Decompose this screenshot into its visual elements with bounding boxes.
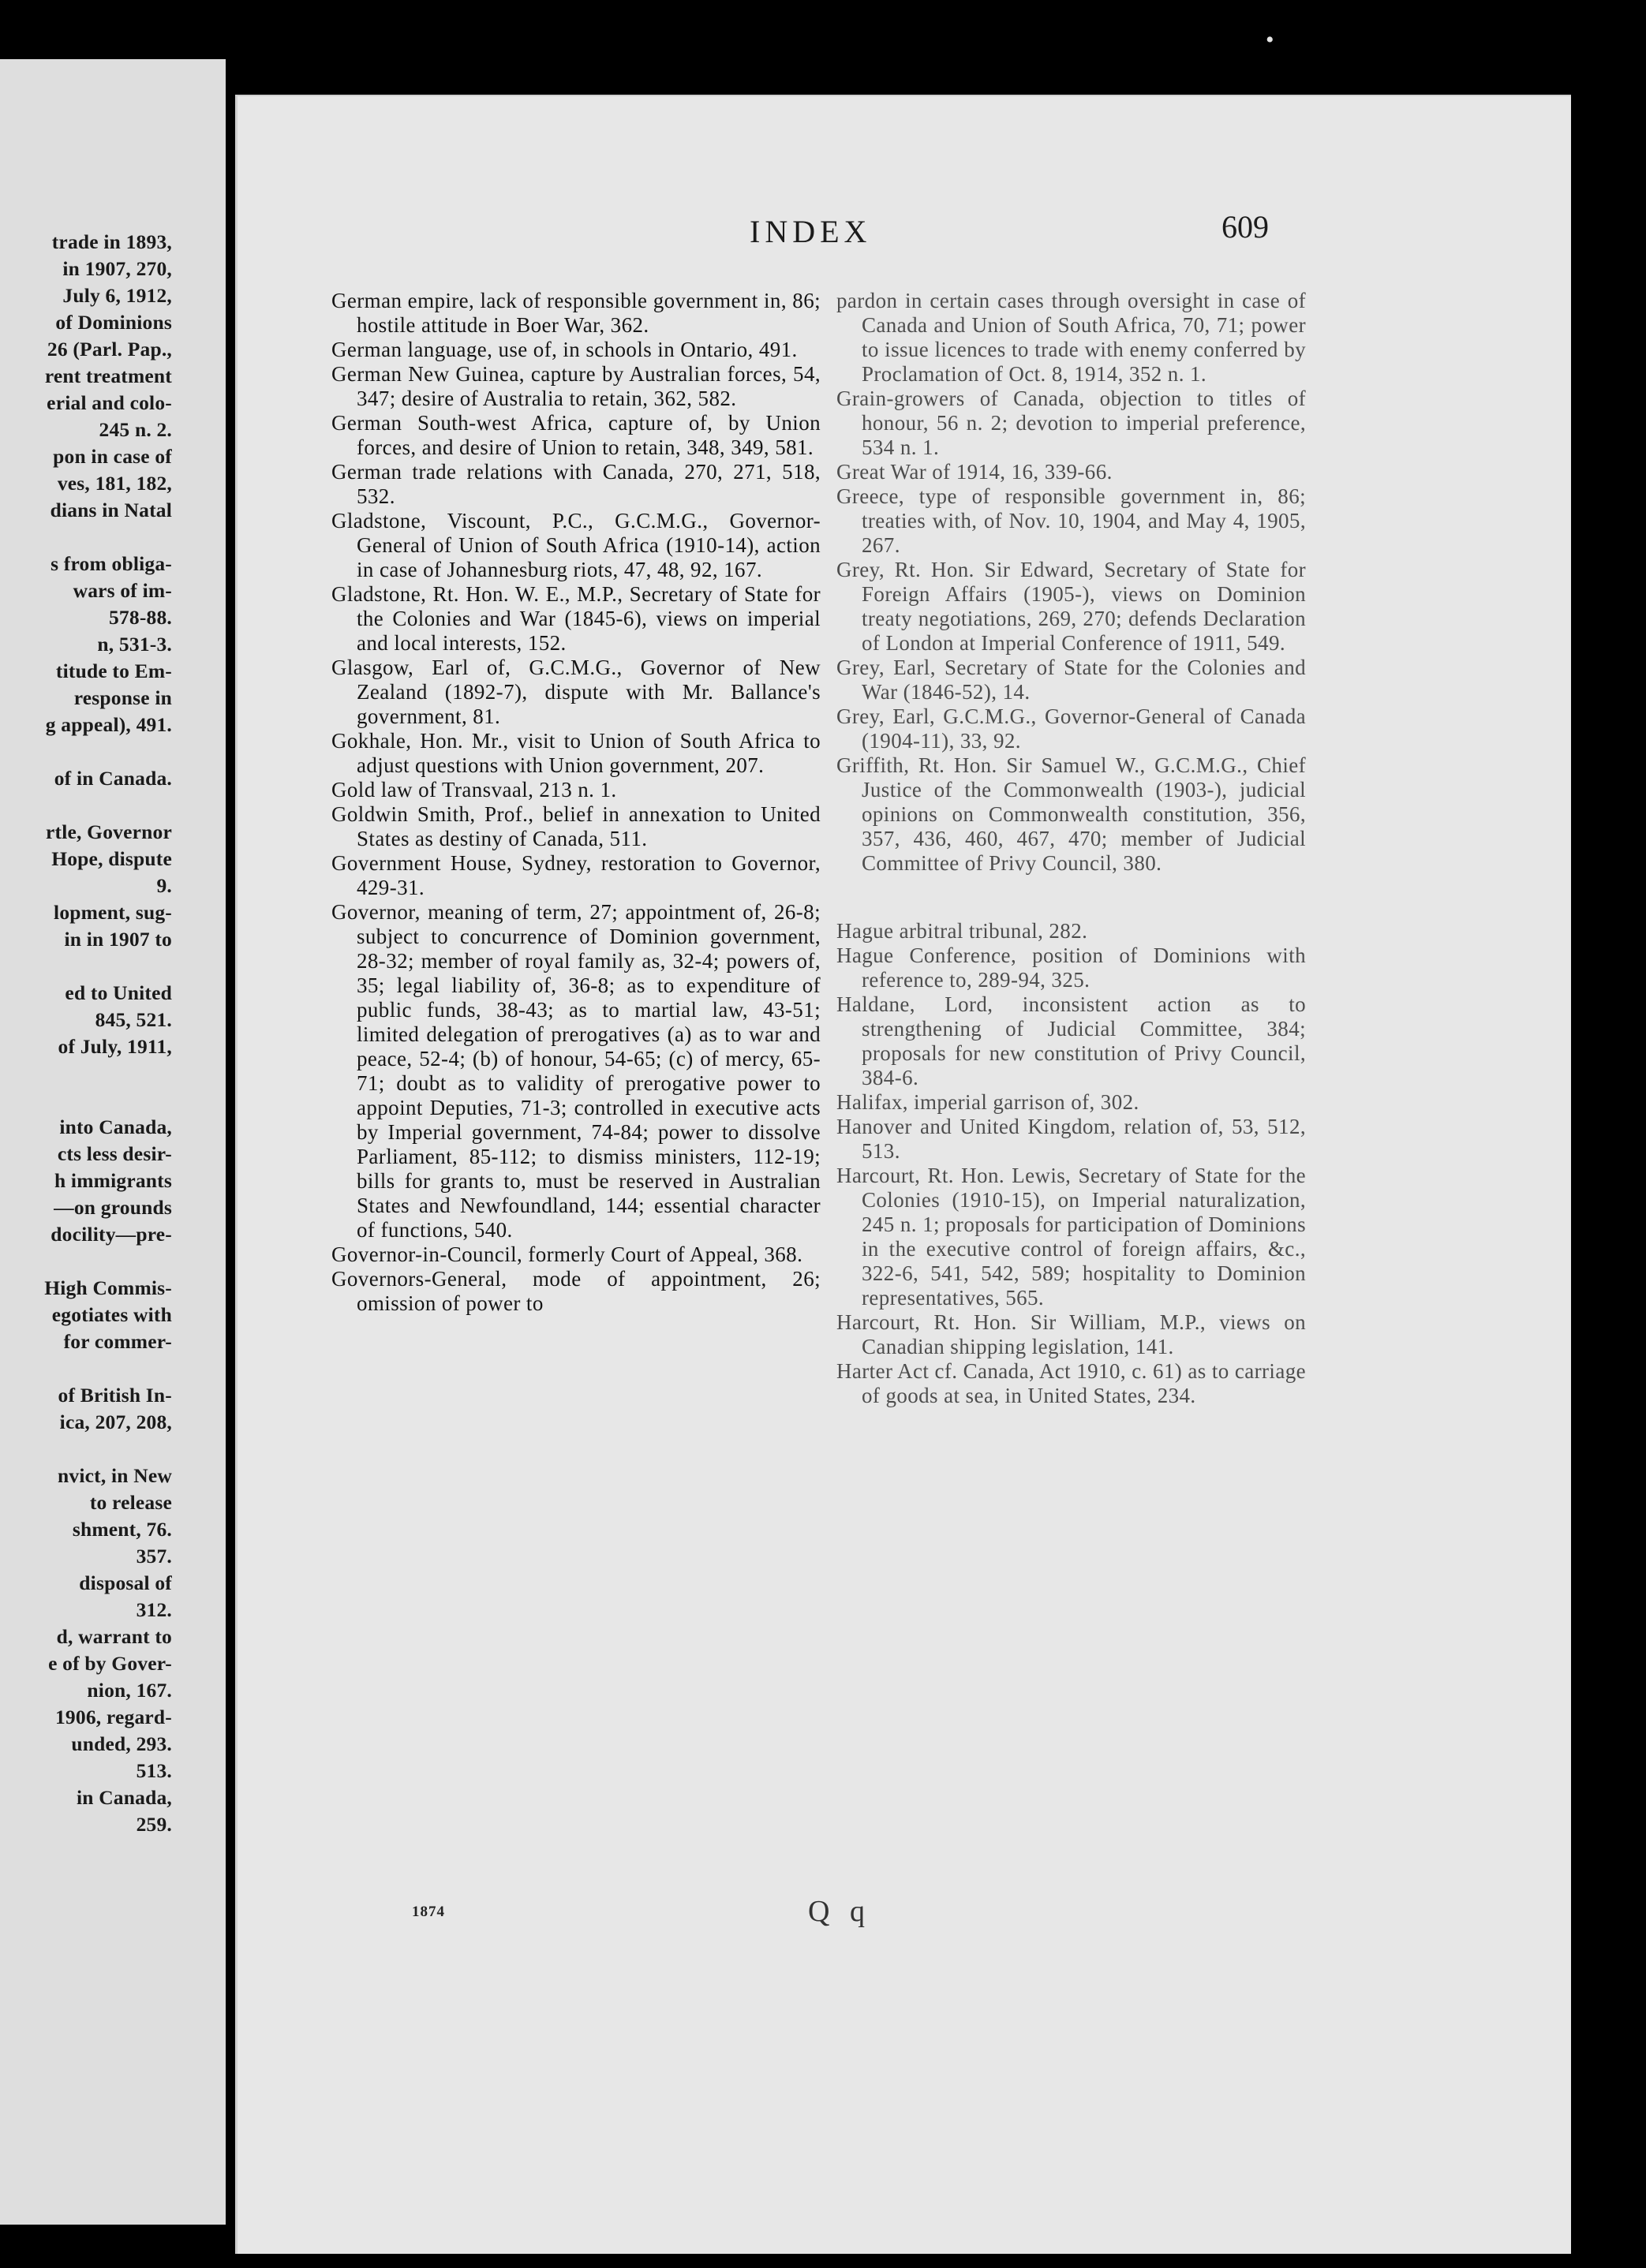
previous-page-line: ed to United — [65, 981, 172, 1004]
previous-page-line: nion, 167. — [87, 1679, 172, 1702]
previous-page-line: 1906, regard- — [54, 1706, 172, 1728]
previous-page-line: 259. — [136, 1813, 172, 1836]
index-entry: Gladstone, Viscount, P.C., G.C.M.G., Governor-General of Union of South Africa (1910-14), action in case of Johannesburg riots, 47, 48, 92, 167. — [331, 509, 821, 581]
scan-speck: • — [1266, 27, 1274, 53]
index-entry: Hague Conference, position of Dominions with reference to, 289-94, 325. — [836, 943, 1306, 992]
previous-page-line: 245 n. 2. — [99, 418, 172, 441]
previous-page-line: —on grounds — [54, 1196, 172, 1219]
index-entry: Gladstone, Rt. Hon. W. E., M.P., Secretary of State for the Colonies and War (1845-6), views on imperial and local interests, 152. — [331, 582, 821, 655]
previous-page-line: ica, 207, 208, — [59, 1410, 172, 1433]
previous-page-line: pon in case of — [53, 445, 172, 468]
index-column-right — [836, 289, 1306, 1408]
index-entry: German South-west Africa, capture of, by Union forces, and desire of Union to retain, 348, 349, 581. — [331, 411, 821, 459]
previous-page-line: n, 531-3. — [97, 633, 172, 656]
previous-page-line: July 6, 1912, — [62, 284, 172, 307]
previous-page-line: d, warrant to — [56, 1625, 172, 1648]
previous-page-line: g appeal), 491. — [45, 713, 172, 736]
previous-page-line: unded, 293. — [71, 1732, 172, 1755]
previous-page-line — [0, 1060, 172, 1087]
previous-page-line: erial and colo- — [47, 391, 172, 414]
previous-page-line: of British In- — [58, 1384, 172, 1407]
index-entry: German empire, lack of responsible government in, 86; hostile attitude in Boer War, 362. — [331, 289, 821, 337]
previous-page-line — [0, 1248, 172, 1275]
index-column-left — [331, 289, 821, 1316]
previous-page-line: in Canada, — [76, 1786, 172, 1809]
previous-page-line: s from obliga- — [51, 552, 172, 575]
previous-page-line — [0, 1355, 172, 1382]
previous-page-line: in in 1907 to — [64, 928, 172, 951]
previous-page-line: wars of im- — [73, 579, 172, 602]
index-entry: Griffith, Rt. Hon. Sir Samuel W., G.C.M.G., Chief Justice of the Commonwealth (1903-), judicial opinions on Commonwealth constitution, 356, 357, 436, 460, 467, 470; member of Judicial Committee of Privy Council, 380. — [836, 753, 1306, 875]
index-entry: Governor-in-Council, formerly Court of Appeal, 368. — [331, 1242, 803, 1266]
previous-page-text — [0, 229, 172, 1838]
index-entry: Goldwin Smith, Prof., belief in annexation to United States as destiny of Canada, 511. — [331, 802, 821, 850]
printer-signature: 1874 — [412, 1904, 445, 1920]
index-entry: Governor, meaning of term, 27; appointment of, 26-8; subject to concurrence of Dominion government, 28-32; member of royal family as, 32-4; powers of, 35; legal liability of, 36-8; as to expenditure of public funds, 38-43; as to martial law, 43-51; limited delegation of prerogatives (a) as to war and peace, 52-4; (b) of honour, 54-65; (c) of mercy, 65-71; doubt as to validity of prerogative power to appoint Deputies, 71-3; controlled in executive acts by Imperial government, 74-84; power to dissolve Parliament, 85-112; to dismiss ministers, 112-19; bills for grants to, must be reserved in Australian States and Newfoundland, 144; essential character of functions, 540. — [331, 900, 821, 1242]
index-entry: Grey, Earl, G.C.M.G., Governor-General of Canada (1904-11), 33, 92. — [836, 704, 1306, 753]
previous-page-line: ves, 181, 182, — [57, 472, 172, 495]
previous-page-line — [0, 738, 172, 765]
index-entry: Harcourt, Rt. Hon. Sir William, M.P., views on Canadian shipping legislation, 141. — [836, 1310, 1306, 1358]
previous-page-line — [0, 1436, 172, 1463]
previous-page-line: of in Canada. — [54, 767, 172, 790]
page-number: 609 — [1221, 209, 1269, 245]
index-entry: German New Guinea, capture by Australian forces, 54, 347; desire of Australia to retain, 362, 582. — [331, 362, 821, 410]
previous-page-line: to release — [89, 1491, 172, 1514]
previous-page-line: nvict, in New — [58, 1464, 172, 1487]
previous-page-line: of July, 1911, — [58, 1035, 172, 1058]
previous-page-line: 578-88. — [108, 606, 172, 629]
index-entry: Grey, Earl, Secretary of State for the Colonies and War (1846-52), 14. — [836, 656, 1306, 704]
previous-page-line: shment, 76. — [72, 1518, 172, 1541]
previous-page-line: lopment, sug- — [54, 901, 172, 924]
previous-page-line: docility—pre- — [51, 1223, 172, 1246]
previous-page-line — [0, 524, 172, 551]
sheet-mark: Q q — [808, 1895, 871, 1928]
previous-page-line: response in — [73, 686, 172, 709]
previous-page-line: of Dominions — [55, 311, 172, 334]
index-entry: Gold law of Transvaal, 213 n. 1. — [331, 778, 617, 801]
previous-page-line: h immigrants — [54, 1169, 172, 1192]
previous-page-edge — [0, 59, 226, 2225]
previous-page-line: disposal of — [79, 1571, 172, 1594]
index-entry: Grey, Rt. Hon. Sir Edward, Secretary of State for Foreign Affairs (1905-), views on Dominion treaty negotiations, 269, 270; defends Declaration of London at Imperial Conference of 1911, 549. — [836, 558, 1306, 655]
previous-page-line: Hope, dispute — [51, 847, 172, 870]
index-entry: Governors-General, mode of appointment, 26; omission of power to — [331, 1267, 821, 1315]
previous-page-line: 312. — [136, 1598, 172, 1621]
index-entry: Haldane, Lord, inconsistent action as to strengthening of Judicial Committee, 384; proposals for new constitution of Privy Council, 384-6. — [836, 992, 1306, 1089]
index-entry: Hanover and United Kingdom, relation of, 53, 512, 513. — [836, 1115, 1306, 1163]
previous-page-line: 9. — [156, 874, 172, 897]
index-entry: pardon in certain cases through oversight in case of Canada and Union of South Africa, 70, 71; power to issue licences to trade with enemy conferred by Proclamation of Oct. 8, 1914, 352 n. 1. — [836, 289, 1306, 386]
previous-page-line: egotiates with — [51, 1303, 172, 1326]
index-entry: Government House, Sydney, restoration to Governor, 429-31. — [331, 851, 821, 899]
section-gap — [836, 876, 1306, 919]
previous-page-line — [0, 792, 172, 819]
index-entry: Great War of 1914, 16, 339-66. — [836, 460, 1113, 484]
index-entry: German trade relations with Canada, 270, 271, 518, 532. — [331, 460, 821, 508]
previous-page-line — [0, 1087, 172, 1114]
previous-page-line: dians in Natal — [50, 499, 172, 521]
previous-page-line: cts less desir- — [57, 1142, 172, 1165]
running-head: INDEX — [750, 214, 872, 249]
previous-page-line: High Commis- — [44, 1276, 172, 1299]
index-entry: Halifax, imperial garrison of, 302. — [836, 1090, 1139, 1114]
previous-page-line: for commer- — [63, 1330, 172, 1353]
previous-page-line: trade in 1893, — [51, 230, 172, 253]
index-entry: Grain-growers of Canada, objection to titles of honour, 56 n. 2; devotion to imperial preference, 534 n. 1. — [836, 387, 1306, 459]
previous-page-line: 26 (Parl. Pap., — [47, 338, 172, 361]
index-entry: German language, use of, in schools in Ontario, 491. — [331, 338, 798, 361]
index-entry: Greece, type of responsible government in, 86; treaties with, of Nov. 10, 1904, and May 4, 1905, 267. — [836, 484, 1306, 557]
previous-page-line: titude to Em- — [55, 659, 172, 682]
previous-page-line: rtle, Governor — [46, 820, 172, 843]
previous-page-line: 513. — [136, 1759, 172, 1782]
previous-page-line: rent treatment — [44, 364, 172, 387]
previous-page-line: into Canada, — [59, 1115, 172, 1138]
previous-page-line: 845, 521. — [95, 1008, 172, 1031]
index-entry: Hague arbitral tribunal, 282. — [836, 919, 1088, 943]
previous-page-line: in 1907, 270, — [62, 257, 172, 280]
previous-page-line — [0, 953, 172, 980]
previous-page-line: 357. — [136, 1545, 172, 1567]
index-entry: Harter Act cf. Canada, Act 1910, c. 61) as to carriage of goods at sea, in United States, 234. — [836, 1359, 1306, 1407]
index-entry: Glasgow, Earl of, G.C.M.G., Governor of New Zealand (1892-7), dispute with Mr. Ballance's government, 81. — [331, 656, 821, 728]
index-entry: Harcourt, Rt. Hon. Lewis, Secretary of State for the Colonies (1910-15), on Imperial naturalization, 245 n. 1; proposals for participation of Dominions in the executive control of foreign affairs, &c., 322-6, 541, 542, 589; hospitality to Dominion representatives, 565. — [836, 1164, 1306, 1310]
index-entry: Gokhale, Hon. Mr., visit to Union of South Africa to adjust questions with Union government, 207. — [331, 729, 821, 777]
previous-page-line: e of by Gover- — [48, 1652, 172, 1675]
